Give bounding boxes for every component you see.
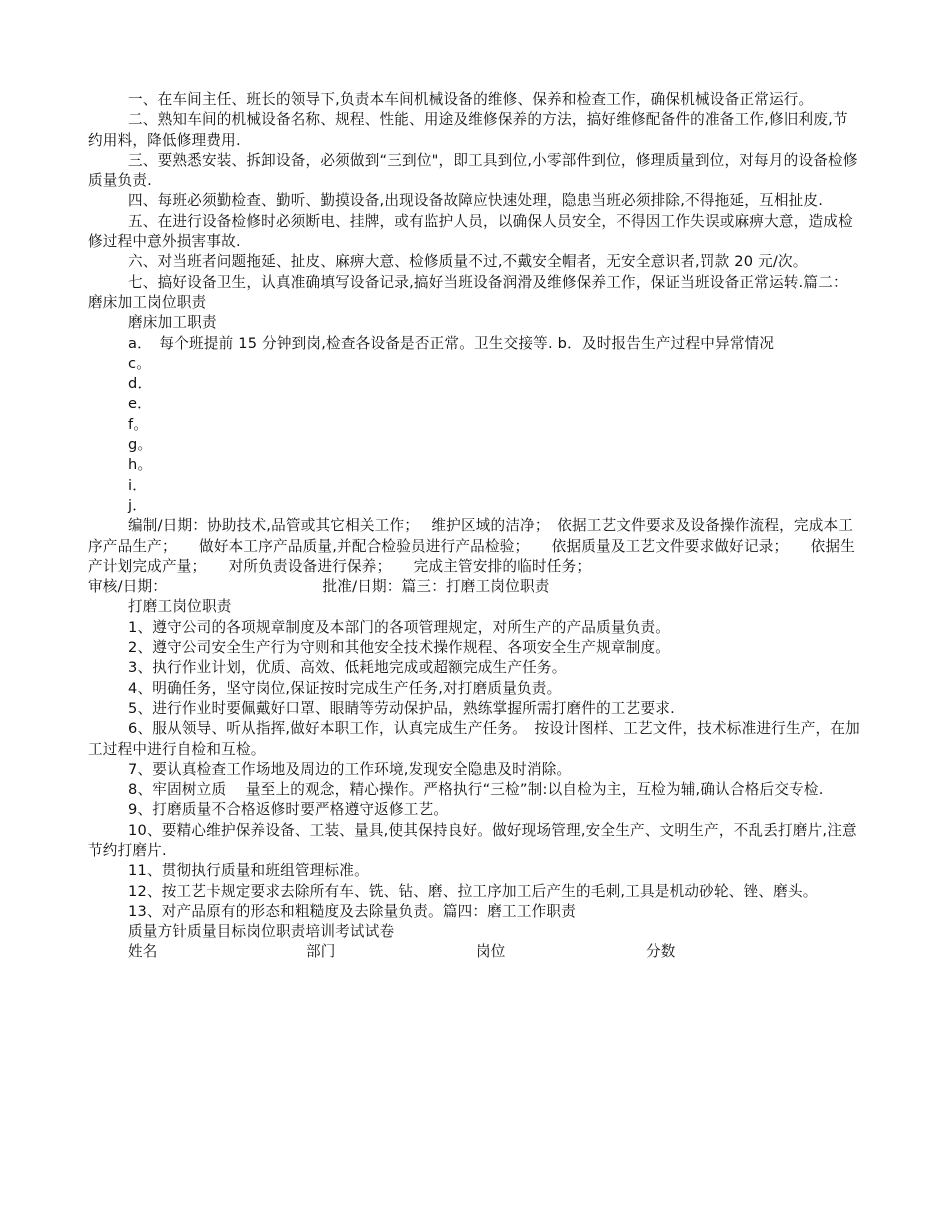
grinder-item: e． <box>128 395 152 413</box>
paragraph-5: 五、在进行设备检修时必须断电、挂牌，或有监护人员，以确保人员安全，不得因工作失误或麻痹大意，造成检修过程中意外损害事故. <box>88 212 853 251</box>
paragraph-7: 七、搞好设备卫生，认真准确填写设备记录,搞好当班设备润滑及维修保养工作，保证当班设备正常运转.篇二：磨床加工岗位职责 <box>88 273 848 311</box>
paragraph-2: 二、熟知车间的机械设备名称、规程、性能、用途及维修保养的方法，搞好维修配备件的准备工作,修旧利废,节约用料，降低修理费用. <box>88 111 848 149</box>
exam-field-name: 姓名 <box>128 943 158 961</box>
exam-title: 质量方针质量目标岗位职责培训考试试卷 <box>128 923 395 941</box>
polish-item: 12、按工艺卡规定要求去除所有车、铣、钻、磨、拉工序加工后产生的毛刺,工具是机动砂轮、锉、磨头。 <box>128 882 818 900</box>
polish-section-title: 打磨工岗位职责 <box>128 598 232 616</box>
polish-item: 3、执行作业计划，优质、高效、低耗地完成或超额完成生产任务。 <box>128 659 567 677</box>
exam-field-post: 岗位 <box>476 943 506 961</box>
paragraph-4: 四、每班必须勤检查、勤听、勤摸设备,出现设备故障应快速处理，隐患当班必须排除,不得拖延，互相扯皮. <box>128 192 824 210</box>
polish-item: 8、牢固树立质 量至上的观念，精心操作。严格执行“三检”制:以自检为主，互检为辅,确认合格后交专检. <box>128 781 824 799</box>
polish-item: 6、服从领导、听从指挥,做好本职工作，认真完成生产任务。 按设计图样、工艺文件，技术标准进行生产，在加工过程中进行自检和互检。 <box>88 720 860 758</box>
compile-paragraph: 编制/日期：协助技术,品管或其它相关工作； 维护区域的洁净； 依据工艺文件要求及设备操作流程，完成本工序产品生产； 做好本工序产品质量,并配合检验员进行产品检验； 依据质量及工艺文件要求做好记录； 依据生产计划完成产量； 对所负责设备进行保养； 完成主管安排的临时任务； <box>88 517 856 575</box>
grinder-section-title: 磨床加工职责 <box>128 314 217 332</box>
grinder-item: f。 <box>128 415 149 433</box>
grinder-item: h。 <box>128 456 153 474</box>
review-approve-line: 审核/日期： 批准/日期：篇三：打磨工岗位职责 <box>88 578 550 596</box>
polish-item: 7、要认真检查工作场地及周边的工作环境,发现安全隐患及时消除。 <box>128 760 572 778</box>
polish-item: 4、明确任务，坚守岗位,保证按时完成生产任务,对打磨质量负责。 <box>128 679 562 697</box>
grinder-item: d． <box>128 375 153 393</box>
grinder-item: i． <box>128 476 148 494</box>
grinder-item: g。 <box>128 436 153 454</box>
document-page <box>88 90 860 963</box>
polish-item: 5、进行作业时要佩戴好口罩、眼睛等劳动保护品，熟练掌握所需打磨件的工艺要求. <box>128 699 675 717</box>
paragraph-3: 三、要熟悉安装、拆卸设备，必须做到“三到位"，即工具到位,小零部件到位，修理质量到位，对每月的设备检修质量负责. <box>88 151 858 190</box>
grinder-item-a: a． 每个班提前 15 分钟到岗,检查各设备是否正常。卫生交接等. b．及时报告生产过程中异常情况 <box>128 334 775 352</box>
polish-item: 10、要精心维护保养设备、工装、量具,使其保持良好。做好现场管理,安全生产、文明生产，不乱丢打磨片,注意节约打磨片. <box>88 821 857 859</box>
polish-item: 1、遵守公司的各项规章制度及本部门的各项管理规定，对所生产的产品质量负责。 <box>128 618 671 636</box>
polish-item: 9、打磨质量不合格返修时要严格遵守返修工艺。 <box>128 801 449 819</box>
polish-item: 13、对产品原有的形态和粗糙度及去除量负责。篇四：磨工工作职责 <box>128 902 576 920</box>
paragraph-6: 六、对当班者问题拖延、扯皮、麻痹大意、检修质量不过,不戴安全帽者，无安全意识者,罚款 20 元/次。 <box>128 253 808 271</box>
polish-item: 2、遵守公司安全生产行为守则和其他安全技术操作规程、各项安全生产规章制度。 <box>128 639 671 657</box>
exam-field-dept: 部门 <box>306 943 336 961</box>
polish-item: 11、贯彻执行质量和班组管理标准。 <box>128 862 369 880</box>
grinder-item: j． <box>128 496 148 514</box>
exam-fields-row <box>88 942 860 962</box>
grinder-item: c。 <box>128 354 152 372</box>
paragraph-1: 一、在车间主任、班长的领导下,负责本车间机械设备的维修、保养和检查工作，确保机械设备正常运行。 <box>128 91 814 108</box>
exam-field-score: 分数 <box>646 943 676 961</box>
